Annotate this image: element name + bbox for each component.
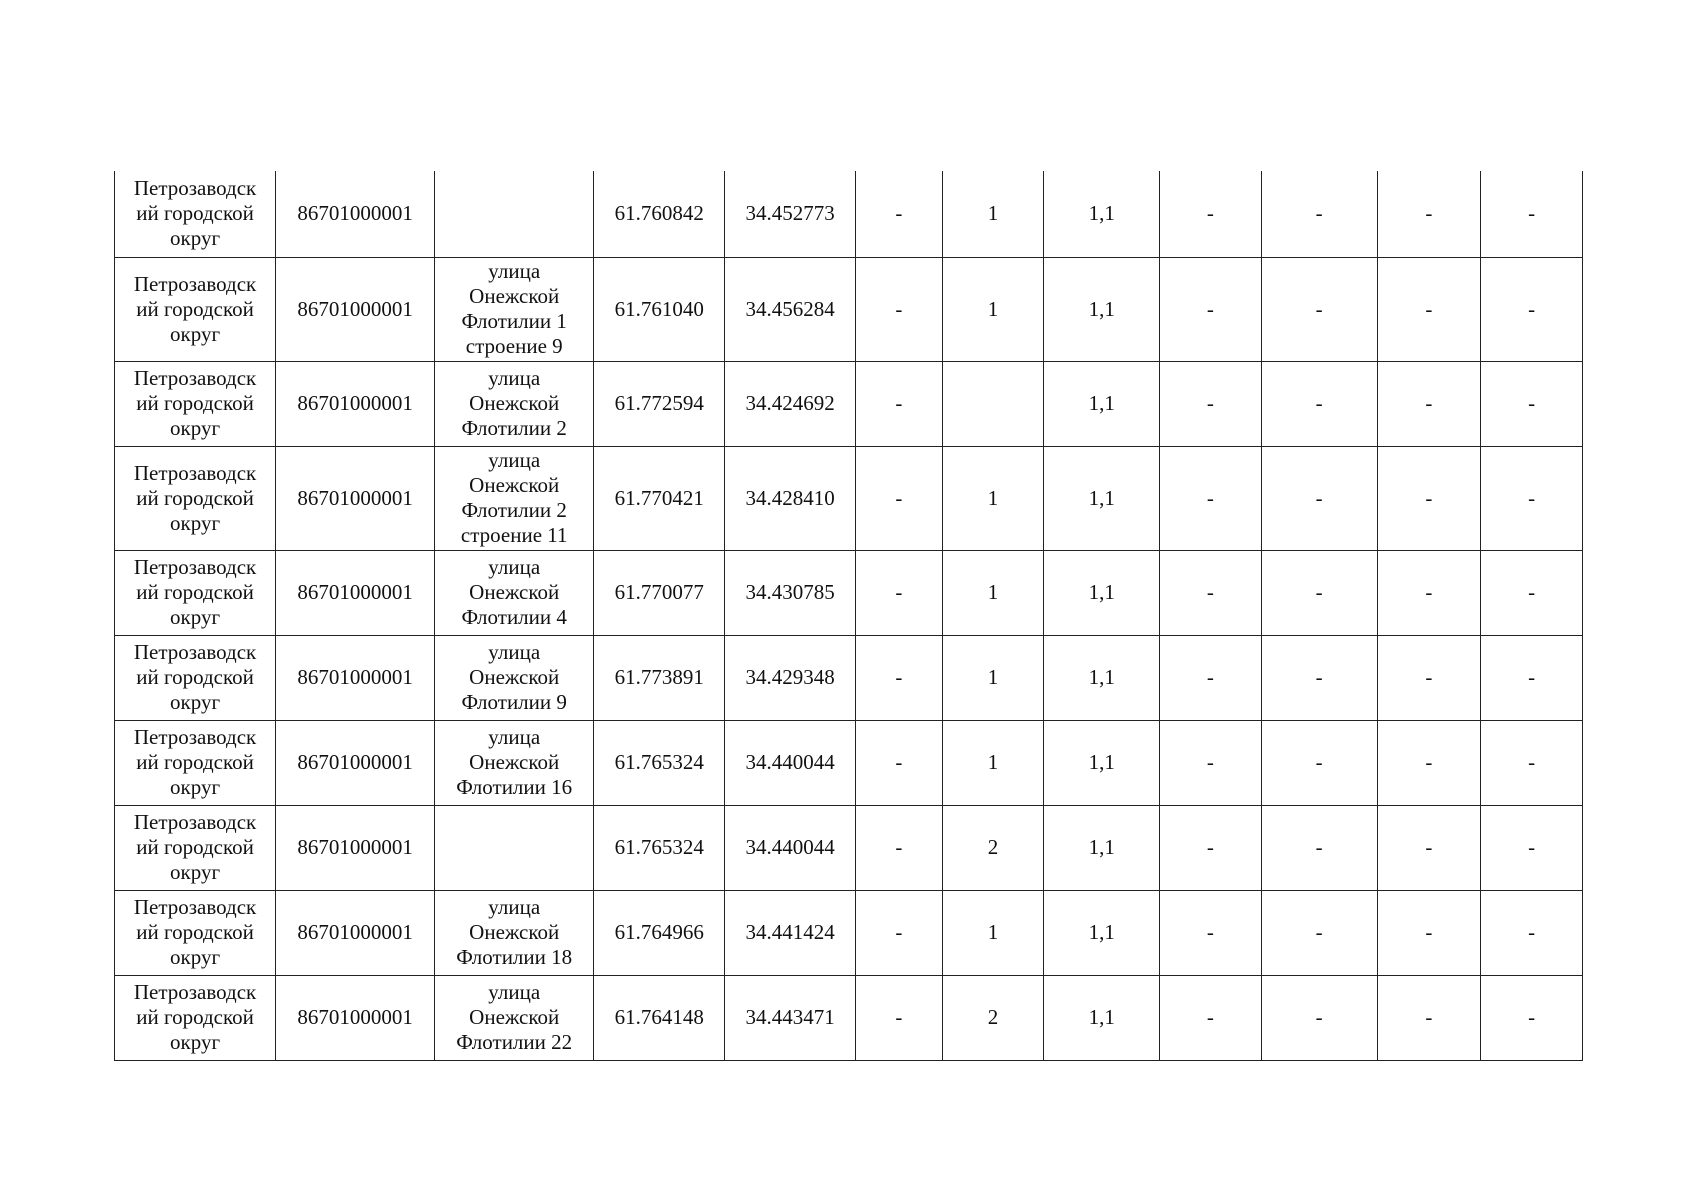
column-11-cell: -	[1377, 975, 1481, 1060]
column-10-cell: -	[1261, 805, 1377, 890]
column-7-cell: 1	[942, 635, 1044, 720]
column-8-cell: 1,1	[1044, 890, 1160, 975]
table-row	[115, 720, 1583, 805]
latitude-cell: 61.773891	[594, 635, 725, 720]
column-6-cell: -	[856, 720, 943, 805]
column-6-cell: -	[856, 890, 943, 975]
latitude-cell: 61.760842	[594, 171, 725, 257]
oktmo-cell: 86701000001	[276, 361, 435, 446]
column-9-cell: -	[1160, 890, 1262, 975]
column-9-cell: -	[1160, 635, 1262, 720]
municipality-cell: Петрозаводск ий городской округ	[115, 446, 276, 550]
column-12-cell: -	[1481, 890, 1583, 975]
longitude-cell: 34.441424	[725, 890, 856, 975]
column-9-cell: -	[1160, 446, 1262, 550]
oktmo-cell: 86701000001	[276, 171, 435, 257]
column-7-cell	[942, 361, 1044, 446]
column-12-cell: -	[1481, 446, 1583, 550]
latitude-cell: 61.761040	[594, 257, 725, 361]
column-7-cell: 2	[942, 805, 1044, 890]
column-8-cell: 1,1	[1044, 446, 1160, 550]
column-6-cell: -	[856, 975, 943, 1060]
latitude-cell: 61.764966	[594, 890, 725, 975]
column-10-cell: -	[1261, 361, 1377, 446]
municipality-cell: Петрозаводск ий городской округ	[115, 890, 276, 975]
column-12-cell: -	[1481, 975, 1583, 1060]
table-row	[115, 361, 1583, 446]
column-8-cell: 1,1	[1044, 635, 1160, 720]
table-body	[115, 171, 1583, 1060]
column-11-cell: -	[1377, 171, 1481, 257]
column-11-cell: -	[1377, 446, 1481, 550]
table-row	[115, 890, 1583, 975]
table-row	[115, 257, 1583, 361]
column-7-cell: 2	[942, 975, 1044, 1060]
column-12-cell: -	[1481, 635, 1583, 720]
column-7-cell: 1	[942, 257, 1044, 361]
column-9-cell: -	[1160, 550, 1262, 635]
longitude-cell: 34.452773	[725, 171, 856, 257]
column-9-cell: -	[1160, 720, 1262, 805]
latitude-cell: 61.770421	[594, 446, 725, 550]
latitude-cell: 61.764148	[594, 975, 725, 1060]
table-row	[115, 446, 1583, 550]
address-cell: улица Онежской Флотилии 9	[435, 635, 594, 720]
table-row	[115, 975, 1583, 1060]
column-11-cell: -	[1377, 257, 1481, 361]
column-9-cell: -	[1160, 257, 1262, 361]
municipality-cell: Петрозаводск ий городской округ	[115, 361, 276, 446]
data-table	[114, 171, 1583, 1061]
column-6-cell: -	[856, 171, 943, 257]
column-8-cell: 1,1	[1044, 805, 1160, 890]
oktmo-cell: 86701000001	[276, 805, 435, 890]
table-row	[115, 635, 1583, 720]
column-10-cell: -	[1261, 550, 1377, 635]
column-6-cell: -	[856, 635, 943, 720]
table-row	[115, 171, 1583, 257]
latitude-cell: 61.770077	[594, 550, 725, 635]
column-8-cell: 1,1	[1044, 171, 1160, 257]
column-10-cell: -	[1261, 720, 1377, 805]
address-cell	[435, 805, 594, 890]
table-row	[115, 550, 1583, 635]
oktmo-cell: 86701000001	[276, 446, 435, 550]
oktmo-cell: 86701000001	[276, 257, 435, 361]
column-7-cell: 1	[942, 890, 1044, 975]
oktmo-cell: 86701000001	[276, 720, 435, 805]
longitude-cell: 34.443471	[725, 975, 856, 1060]
municipality-cell: Петрозаводск ий городской округ	[115, 171, 276, 257]
column-8-cell: 1,1	[1044, 550, 1160, 635]
column-11-cell: -	[1377, 635, 1481, 720]
column-12-cell: -	[1481, 257, 1583, 361]
column-7-cell: 1	[942, 171, 1044, 257]
column-9-cell: -	[1160, 975, 1262, 1060]
column-11-cell: -	[1377, 720, 1481, 805]
address-cell: улица Онежской Флотилии 2 строение 11	[435, 446, 594, 550]
column-8-cell: 1,1	[1044, 257, 1160, 361]
column-8-cell: 1,1	[1044, 975, 1160, 1060]
longitude-cell: 34.440044	[725, 805, 856, 890]
column-6-cell: -	[856, 361, 943, 446]
column-11-cell: -	[1377, 550, 1481, 635]
address-cell: улица Онежской Флотилии 2	[435, 361, 594, 446]
table-row	[115, 805, 1583, 890]
address-cell: улица Онежской Флотилии 18	[435, 890, 594, 975]
longitude-cell: 34.440044	[725, 720, 856, 805]
oktmo-cell: 86701000001	[276, 890, 435, 975]
oktmo-cell: 86701000001	[276, 635, 435, 720]
column-12-cell: -	[1481, 550, 1583, 635]
municipality-cell: Петрозаводск ий городской округ	[115, 550, 276, 635]
column-7-cell: 1	[942, 720, 1044, 805]
column-10-cell: -	[1261, 890, 1377, 975]
column-7-cell: 1	[942, 550, 1044, 635]
column-6-cell: -	[856, 805, 943, 890]
longitude-cell: 34.456284	[725, 257, 856, 361]
oktmo-cell: 86701000001	[276, 975, 435, 1060]
oktmo-cell: 86701000001	[276, 550, 435, 635]
column-10-cell: -	[1261, 446, 1377, 550]
longitude-cell: 34.424692	[725, 361, 856, 446]
column-8-cell: 1,1	[1044, 720, 1160, 805]
municipality-cell: Петрозаводск ий городской округ	[115, 975, 276, 1060]
column-11-cell: -	[1377, 361, 1481, 446]
address-cell: улица Онежской Флотилии 4	[435, 550, 594, 635]
longitude-cell: 34.429348	[725, 635, 856, 720]
latitude-cell: 61.772594	[594, 361, 725, 446]
column-12-cell: -	[1481, 171, 1583, 257]
column-6-cell: -	[856, 257, 943, 361]
municipality-cell: Петрозаводск ий городской округ	[115, 720, 276, 805]
column-6-cell: -	[856, 550, 943, 635]
column-10-cell: -	[1261, 171, 1377, 257]
column-10-cell: -	[1261, 257, 1377, 361]
column-10-cell: -	[1261, 635, 1377, 720]
column-12-cell: -	[1481, 805, 1583, 890]
column-11-cell: -	[1377, 805, 1481, 890]
column-12-cell: -	[1481, 361, 1583, 446]
column-10-cell: -	[1261, 975, 1377, 1060]
address-cell: улица Онежской Флотилии 1 строение 9	[435, 257, 594, 361]
column-6-cell: -	[856, 446, 943, 550]
column-9-cell: -	[1160, 171, 1262, 257]
column-9-cell: -	[1160, 361, 1262, 446]
column-9-cell: -	[1160, 805, 1262, 890]
column-12-cell: -	[1481, 720, 1583, 805]
municipality-cell: Петрозаводск ий городской округ	[115, 805, 276, 890]
latitude-cell: 61.765324	[594, 805, 725, 890]
latitude-cell: 61.765324	[594, 720, 725, 805]
address-cell: улица Онежской Флотилии 16	[435, 720, 594, 805]
column-11-cell: -	[1377, 890, 1481, 975]
municipality-cell: Петрозаводск ий городской округ	[115, 635, 276, 720]
address-cell: улица Онежской Флотилии 22	[435, 975, 594, 1060]
longitude-cell: 34.430785	[725, 550, 856, 635]
municipality-cell: Петрозаводск ий городской округ	[115, 257, 276, 361]
column-7-cell: 1	[942, 446, 1044, 550]
address-cell	[435, 171, 594, 257]
longitude-cell: 34.428410	[725, 446, 856, 550]
column-8-cell: 1,1	[1044, 361, 1160, 446]
